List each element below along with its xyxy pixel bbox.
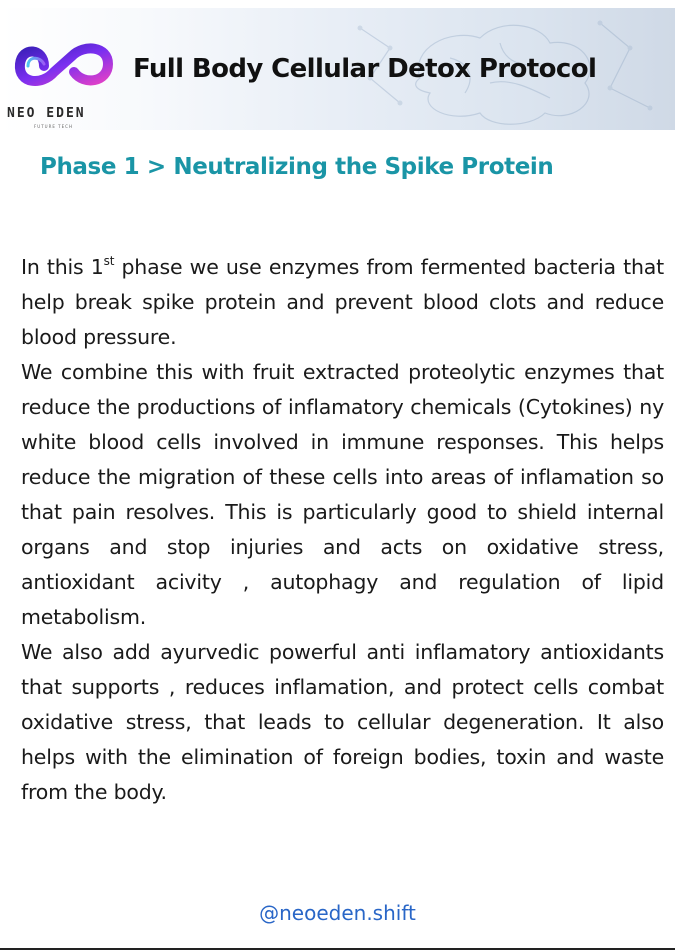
- paragraph-1-start: In this 1: [21, 255, 104, 279]
- body-text: [21, 250, 664, 810]
- brand-tagline: FUTURE TECH: [34, 124, 73, 129]
- phase-separator: >: [146, 154, 166, 180]
- infinity-logo-icon: [14, 36, 114, 96]
- ordinal-suffix: st: [103, 254, 115, 268]
- page-title: Full Body Cellular Detox Protocol: [133, 54, 597, 84]
- brand-name: NEO EDEN: [7, 106, 86, 121]
- phase-heading: [40, 154, 553, 180]
- paragraph-1: [21, 250, 664, 355]
- phase-title: Neutralizing the Spike Protein: [173, 154, 554, 180]
- header-banner: [0, 8, 675, 130]
- bottom-divider: [0, 948, 675, 950]
- paragraph-1-rest: phase we use enzymes from fermented bacteria that help break spike protein and prevent blood clots and reduce blood pressure.: [21, 255, 664, 349]
- paragraph-2: We combine this with fruit extracted proteolytic enzymes that reduce the productions of inflamatory chemicals (Cytokines) ny white blood cells involved in immune responses. This helps reduce the migration of these cells into areas of inflamation so that pain resolves. This is particularly good to shield internal organs and stop injuries and acts on oxidative stress, antioxidant acivity , autophagy and regulation of lipid metabolism.: [21, 360, 664, 629]
- paragraph-3: We also add ayurvedic powerful anti inflamatory antioxidants that supports , reduces inflamation, and protect cells combat oxidative stress, that leads to cellular degeneration. It also helps with the elimination of foreign bodies, toxin and waste from the body.: [21, 640, 664, 804]
- phase-label: Phase 1: [40, 154, 140, 180]
- social-handle-link[interactable]: @neoeden.shift: [259, 901, 416, 925]
